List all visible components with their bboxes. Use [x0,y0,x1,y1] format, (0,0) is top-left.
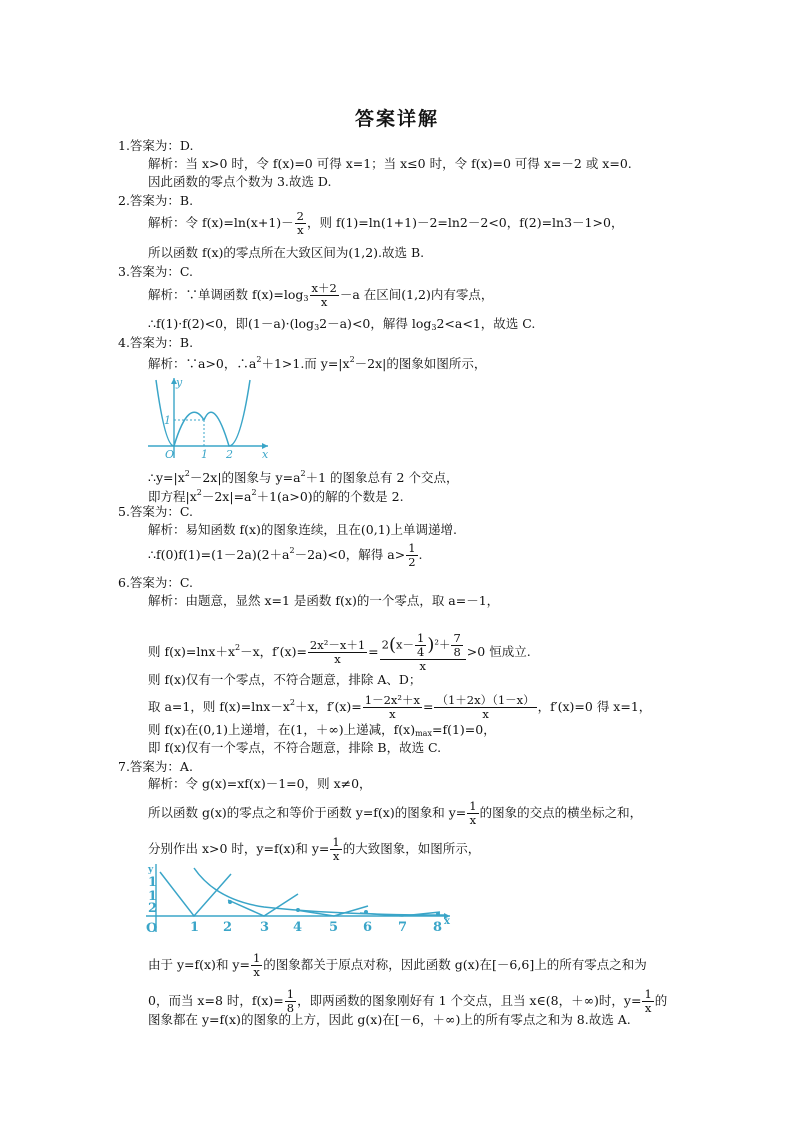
frac-den: x [482,707,489,721]
q7-fraction [251,952,262,979]
frac-num-part: x－ [395,637,414,652]
q3-frac-num: x＋2 [311,281,337,295]
q7-fraction [642,988,653,1015]
q6-text: 则 f(x)=lnx＋x [148,644,236,659]
q7-text: 由于 y=f(x)和 y= [148,957,250,972]
q2-text: 解析：令 f(x)=ln(x+1)－ [148,215,294,230]
max-subscript: max [415,729,432,738]
frac-num: 7 [453,631,461,645]
q4-text: －2x|的图象与 y=a [189,470,301,485]
q7-text: 的图象都关于原点对称，因此函数 g(x)在[－6,6]上的所有零点之和为 [263,957,647,972]
y-label: y [148,865,154,875]
q4-text: ＋1>1.而 y=|x [261,356,350,371]
q2-frac-den: x [297,223,304,237]
frac-num: 1 [416,631,425,645]
q4-line1 [148,352,486,372]
frac-den: x [419,659,426,673]
q3-text: ∴f(1)·f(2)<0，即(1－a)·(log [148,316,315,331]
exponent: 2 [349,355,355,364]
intersection-point [364,910,368,914]
q4-text: 解析：∵a>0，∴a [148,356,257,371]
log-base: 3 [303,294,309,303]
q4-text: －2x|=a [201,489,252,504]
q7-text: 的大致图象，如图所示， [342,841,481,856]
exponent: 2 [289,698,295,707]
exponent: 2 [256,355,262,364]
q2-text: ，则 f(1)=ln(1+1)－2=ln2－2<0，f(2)=ln3－1>0， [306,215,624,230]
q7-line6: 图象都在 y=f(x)的图象的上方，因此 g(x)在[－6，＋∞)上的所有零点之和为 8.故选 A. [148,1012,631,1027]
y-label: y [176,376,183,389]
f-segment-1 [160,872,231,916]
q6-line6: 即 f(x)仅有一个零点，不符合题意，排除 B，故选 C. [148,740,442,755]
q7-text: 的 [654,993,668,1008]
x-tick-5: 5 [329,920,339,935]
q5-fraction [406,542,417,569]
q4-text: ∴y=|x [148,470,185,485]
frac-den: 4 [416,645,425,659]
frac-den: x [253,965,260,979]
q7-text: 0，而当 x=8 时，f(x)= [148,993,284,1008]
q6-text: －x，f′(x)= [240,644,307,659]
frac-den: x [469,813,477,827]
q4-answer: 4.答案为：B. [118,335,194,350]
q7-answer: 7.答案为：A. [118,759,193,774]
q1-line2: 因此函数的零点个数为 3.故选 D. [148,174,332,189]
intersection-point [296,908,300,912]
q5-text: . [418,547,423,562]
exponent: 2 [196,488,202,497]
q2-frac-num: 2 [296,209,304,223]
x-tick-2: 2 [226,448,233,460]
q3-text: －a 在区间(1,2)内有零点， [339,287,494,302]
right-paren: ) [427,634,435,656]
exponent: 2 [184,469,190,478]
x-tick-1: 1 [201,448,208,460]
q7-line5 [148,988,667,1015]
frac-num: 1 [332,835,340,849]
q5-text: ∴f(0)f(1)=(1－2a)(2＋a [148,547,290,562]
reciprocal-curve [194,868,446,915]
q7-fraction [467,800,478,827]
log-base: 3 [431,323,437,332]
q2-answer: 2.答案为：B. [118,193,194,208]
abs-quadratic-curve [156,380,250,446]
q1-answer: 1.答案为：D. [118,138,194,153]
f-segment-2 [228,894,298,916]
q6-answer: 6.答案为：C. [118,575,194,590]
q1-line1: 解析：当 x>0 时，令 f(x)=0 可得 x=1；当 x≤0 时，令 f(x)=0 可得 x=－2 或 x=0. [148,156,632,171]
q4-line3 [148,485,404,505]
q6-text: >0 恒成立. [466,644,531,659]
exponent: 2 [235,643,241,652]
q3-text: 解析：∵单调函数 f(x)=log [148,287,304,302]
frac-num: 1 [469,799,477,813]
q5-frac-num: 1 [408,541,416,555]
frac-den: x [334,652,341,666]
q6-fraction-1 [308,639,367,666]
q4-text: ＋1(a>0)的解的个数是 2. [256,489,404,504]
q2-line2: 所以函数 f(x)的零点所在大致区间为(1,2).故选 B. [148,245,425,260]
q6-line4 [148,694,651,721]
q3-frac-den: x [320,295,328,309]
intersection-point [228,900,232,904]
q6-text: ，f′(x)=0 得 x=1， [537,699,652,714]
x-label: x [262,448,269,460]
y-tick: 1 [148,889,158,904]
frac-num [380,632,466,660]
x-tick-1: 1 [190,920,200,935]
log-base: 3 [314,323,320,332]
q3-fraction [310,282,339,309]
q2-line1 [148,210,623,237]
equals-sign: = [423,699,434,714]
frac-num: 1 [252,951,261,965]
q6-text: ＋x，f′(x)= [294,699,362,714]
x-tick-4: 4 [293,920,303,935]
q4-graph [148,372,273,460]
q6-fraction-3 [363,694,422,721]
q7-line1: 解析：令 g(x)=xf(x)－1=0，则 x≠0， [148,776,372,791]
origin-label: O [165,448,175,460]
x-tick-7: 7 [398,920,408,935]
page-title: 答案详解 [354,108,439,130]
q7-text: 的图象的交点的横坐标之和， [479,805,643,820]
q4-text: 即方程|x [148,489,197,504]
frac-den: 8 [286,1001,295,1015]
q6-text: 则 f(x)在(0,1)上递增，在(1，＋∞)上递减，f(x) [148,722,416,737]
q6-line2 [148,632,531,673]
frac-den: x [389,707,396,721]
q4-text: －2x|的图象如图所示， [354,356,487,371]
q7-text: 分别作出 x>0 时，y=f(x)和 y= [148,841,330,856]
q7-fraction-8 [285,988,296,1015]
frac-num: 2x²－x＋1 [309,638,366,652]
q3-answer: 3.答案为：C. [118,264,194,279]
exponent: 2 [289,546,295,555]
frac-num-part: ²＋ [434,637,451,652]
frac-den: x [644,1001,652,1015]
q3-text: 2<a<1，故选 C. [436,316,536,331]
q3-line1 [148,282,493,309]
q7-text: 所以函数 g(x)的零点之和等价于函数 y=f(x)的图象和 y= [148,805,467,820]
exponent: 2 [251,488,257,497]
left-paren: ( [388,634,396,656]
q4-line2 [148,466,458,486]
q7-line2 [148,800,642,827]
q6-text: =f(1)=0， [431,722,496,737]
x-tick-3: 3 [260,920,270,935]
x-tick-6: 6 [363,920,373,935]
origin-label: O [146,921,158,936]
q5-answer: 5.答案为：C. [118,504,194,519]
q3-line2 [148,316,535,336]
q2-fraction [295,210,306,237]
frac-num: （1＋2x）（1－x） [436,693,535,707]
q7-text: ，即两函数的图象刚好有 1 个交点，且当 x∈(8，＋∞)时，y= [297,993,642,1008]
q6-line5 [148,722,496,742]
q7-graph [146,860,456,936]
inner-fraction [451,632,462,659]
q6-line3: 则 f(x)仅有一个零点，不符合题意，排除 A、D； [148,672,422,687]
equals-sign: = [368,644,379,659]
frac-den: x [332,849,340,863]
y-tick: 2 [148,901,158,916]
q5-line2 [148,542,423,569]
q7-line4 [148,952,647,979]
frac-den: 8 [453,645,461,659]
y-tick: 1 [148,875,158,890]
q5-text: －2a)<0，解得 a> [294,547,406,562]
q7-line3 [148,836,480,863]
y-tick-1: 1 [164,414,171,427]
x-tick-2: 2 [223,920,233,935]
q4-text: ＋1 的图象总有 2 个交点， [305,470,459,485]
x-label: x [444,916,450,927]
q6-fraction-4 [434,694,536,721]
q6-fraction-2 [380,632,466,673]
q5-line1: 解析：易知函数 f(x)的图象连续，且在(0,1)上单调递增. [148,522,458,537]
frac-num: 1－2x²＋x [364,693,420,707]
q3-text: 2－a)<0，解得 log [319,316,432,331]
q6-text: 取 a=1，则 f(x)=lnx－x [148,699,290,714]
x-tick-8: 8 [433,920,443,935]
exponent: 2 [300,469,306,478]
frac-num: 1 [644,987,652,1001]
q5-frac-den: 2 [408,555,416,569]
frac-num: 1 [286,987,295,1001]
intersection-point [436,912,440,916]
q6-line1: 解析：由题意，显然 x=1 是函数 f(x)的一个零点，取 a=－1， [148,593,500,608]
q7-fraction [330,836,341,863]
inner-fraction [415,632,426,659]
frac-num-part: 2 [381,637,389,652]
